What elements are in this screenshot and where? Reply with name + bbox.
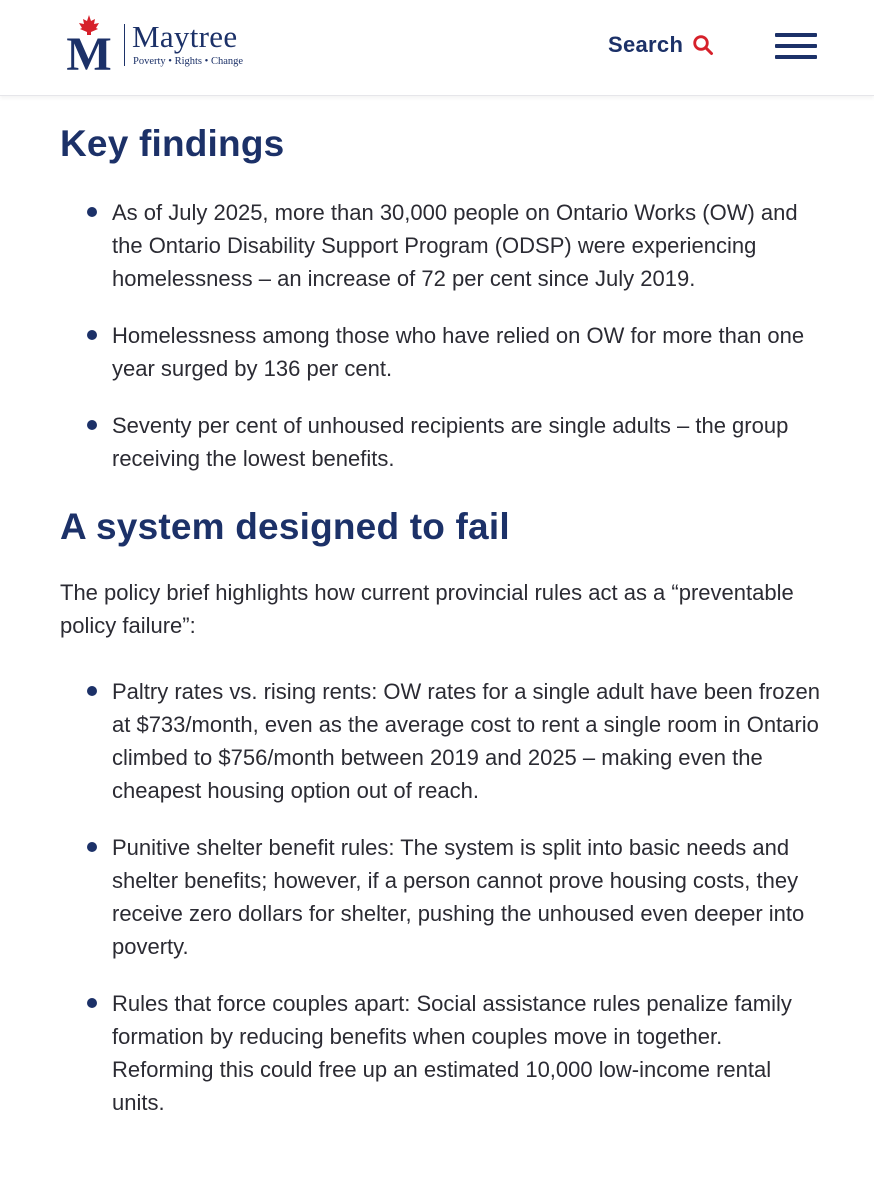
menu-bar	[775, 33, 817, 37]
search-button[interactable]	[608, 30, 714, 60]
system-heading: A system designed to fail	[60, 506, 510, 547]
search-label: Search	[608, 32, 684, 57]
key-findings-list	[60, 196, 820, 475]
menu-bar	[775, 55, 817, 59]
logo-divider	[124, 24, 125, 66]
site-header	[0, 0, 874, 96]
article-content	[60, 96, 820, 1119]
logo-name: Maytree	[132, 19, 238, 54]
key-findings-heading: Key findings	[60, 123, 285, 164]
system-failures-list	[60, 675, 820, 1119]
system-intro: The policy brief highlights how current provincial rules act as a “preventable policy failure”:	[60, 580, 794, 638]
list-item: Rules that force couples apart: Social assistance rules penalize family formation by reducing benefits when couples move in together. Reforming this could free up an estimated 10,000 low-income rental units.	[60, 987, 820, 1119]
logo-tagline: Poverty • Rights • Change	[133, 56, 244, 67]
maytree-m-logo-icon	[58, 14, 120, 72]
menu-bar	[775, 44, 817, 48]
maytree-logo[interactable]	[58, 14, 258, 72]
logo-letter: M	[66, 28, 112, 72]
list-item: Homelessness among those who have relied on OW for more than one year surged by 136 per cent.	[60, 319, 820, 385]
list-item: As of July 2025, more than 30,000 people on Ontario Works (OW) and the Ontario Disability Support Program (ODSP) were experiencing homelessness – an increase of 72 per cent since July 2019.	[60, 196, 820, 295]
list-item: Paltry rates vs. rising rents: OW rates for a single adult have been frozen at $733/month, even as the average cost to rent a single room in Ontario climbed to $756/month between 2019 and 2025 – making even the cheapest housing option out of reach.	[60, 675, 820, 807]
hamburger-menu-icon[interactable]	[775, 31, 817, 61]
search-icon	[692, 34, 714, 56]
list-item: Punitive shelter benefit rules: The system is split into basic needs and shelter benefits; however, if a person cannot prove housing costs, they receive zero dollars for shelter, pushing the unhoused even deeper into poverty.	[60, 831, 820, 963]
list-item: Seventy per cent of unhoused recipients are single adults – the group receiving the lowest benefits.	[60, 409, 820, 475]
